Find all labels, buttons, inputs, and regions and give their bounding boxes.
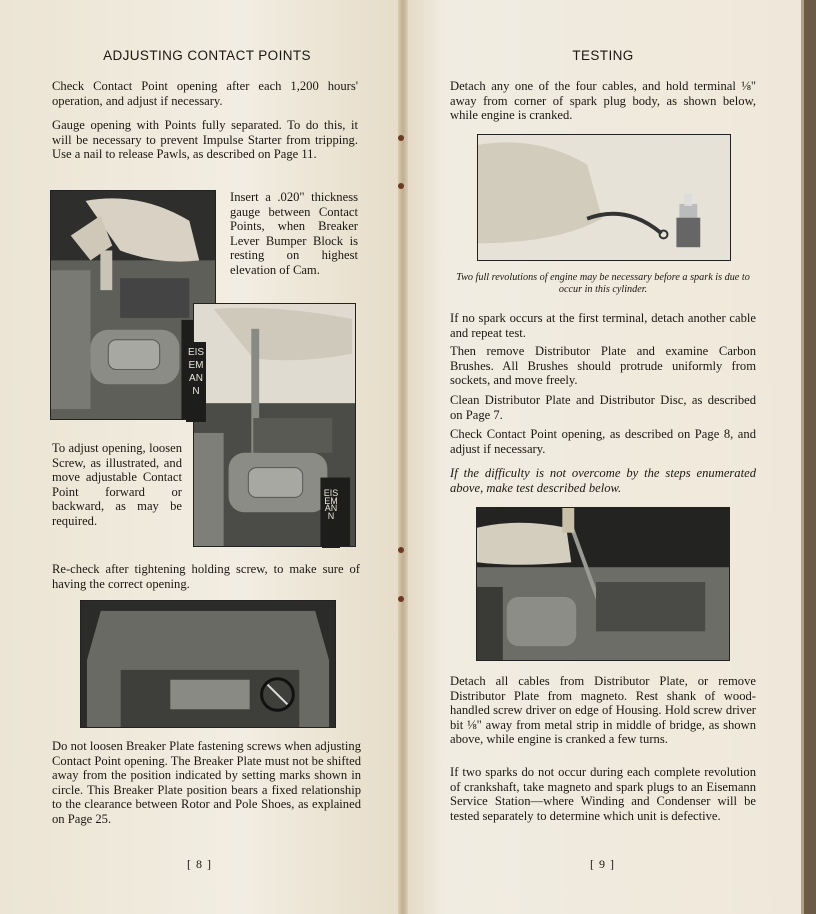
right-para-brushes: Then remove Distributor Plate and examine Carbon Brushes. All Brushes should protrude uniformly from sockets, and move freely.: [450, 344, 756, 388]
spark-plug-caption: Two full revolutions of engine may be necessary before a spark is due to occur in this cylinder.: [456, 272, 750, 295]
right-para-clean: Clean Distributor Plate and Distributor Disc, as described on Page 7.: [450, 393, 756, 422]
binding-hole: [398, 183, 404, 189]
right-para-check: Check Contact Point opening, as described on Page 8, and adjust if necessary.: [450, 427, 756, 456]
breaker-plate-photo: [80, 600, 336, 728]
binding-hole: [398, 547, 404, 553]
spark-plug-photo: [477, 134, 731, 261]
left-para-gauge: Gauge opening with Points fully separated. To do this, it will be necessary to prevent Impulse Starter from tripping. Use a nail to release Pawls, as described on Page 11.: [52, 118, 358, 162]
right-para-detach: Detach any one of the four cables, and hold terminal ⅛" away from corner of spark plug body, as shown below, while engine is cranked.: [450, 79, 756, 123]
left-page-heading: ADJUSTING CONTACT POINTS: [103, 48, 311, 63]
left-para-breaker: Do not loosen Breaker Plate fastening screws when adjusting Contact Point opening. The Breaker Plate must not be shifted away from the position indicated by setting marks shown in circle. This Breaker Plate position bears a fixed relationship to the clearance between Rotor and Pole Shoes, as explained on Page 25.: [52, 739, 361, 826]
left-para-adjust: To adjust opening, loosen Screw, as illustrated, and move adjustable Contact Point forward or backward, as may be required.: [52, 441, 182, 528]
left-para-check: Check Contact Point opening after each 1,200 hours' operation, and adjust if necessary.: [52, 79, 358, 108]
right-para-no-spark: If no spark occurs at the first terminal, detach another cable and repeat test.: [450, 311, 756, 340]
binding-hole: [398, 596, 404, 602]
eisemann-nameplate-upper: EISEMANN: [186, 342, 206, 422]
left-page-number: [ 8 ]: [187, 857, 212, 871]
screwdriver-test-photo: [476, 507, 730, 661]
right-para-two-sparks: If two sparks do not occur during each complete revolution of crankshaft, take magneto and spark plugs to an Eisemann Service Station—where Winding and Condenser will be tested separately to determine which unit is defective.: [450, 765, 756, 823]
right-para-detach-all: Detach all cables from Distributor Plate, or remove Distributor Plate from magneto. Rest shank of wood-handled screw driver on edge of Housing. Hold screw driver bit ⅛" away from metal strip in middle of bridge, as shown above, while engine is cranked a few turns.: [450, 674, 756, 747]
left-para-recheck: Re-check after tightening holding screw, to make sure of having the correct opening.: [52, 562, 360, 591]
binding-hole: [398, 135, 404, 141]
right-page-number: [ 9 ]: [590, 857, 615, 871]
right-page-heading: TESTING: [572, 48, 634, 63]
right-para-difficulty: If the difficulty is not overcome by the steps enumerated above, make test described below.: [450, 466, 756, 495]
eisemann-nameplate-lower: EISEMANN: [322, 488, 340, 548]
left-para-insert: Insert a .020" thickness gauge between Contact Points, when Breaker Lever Bumper Block is resting on highest elevation of Cam.: [230, 190, 358, 277]
